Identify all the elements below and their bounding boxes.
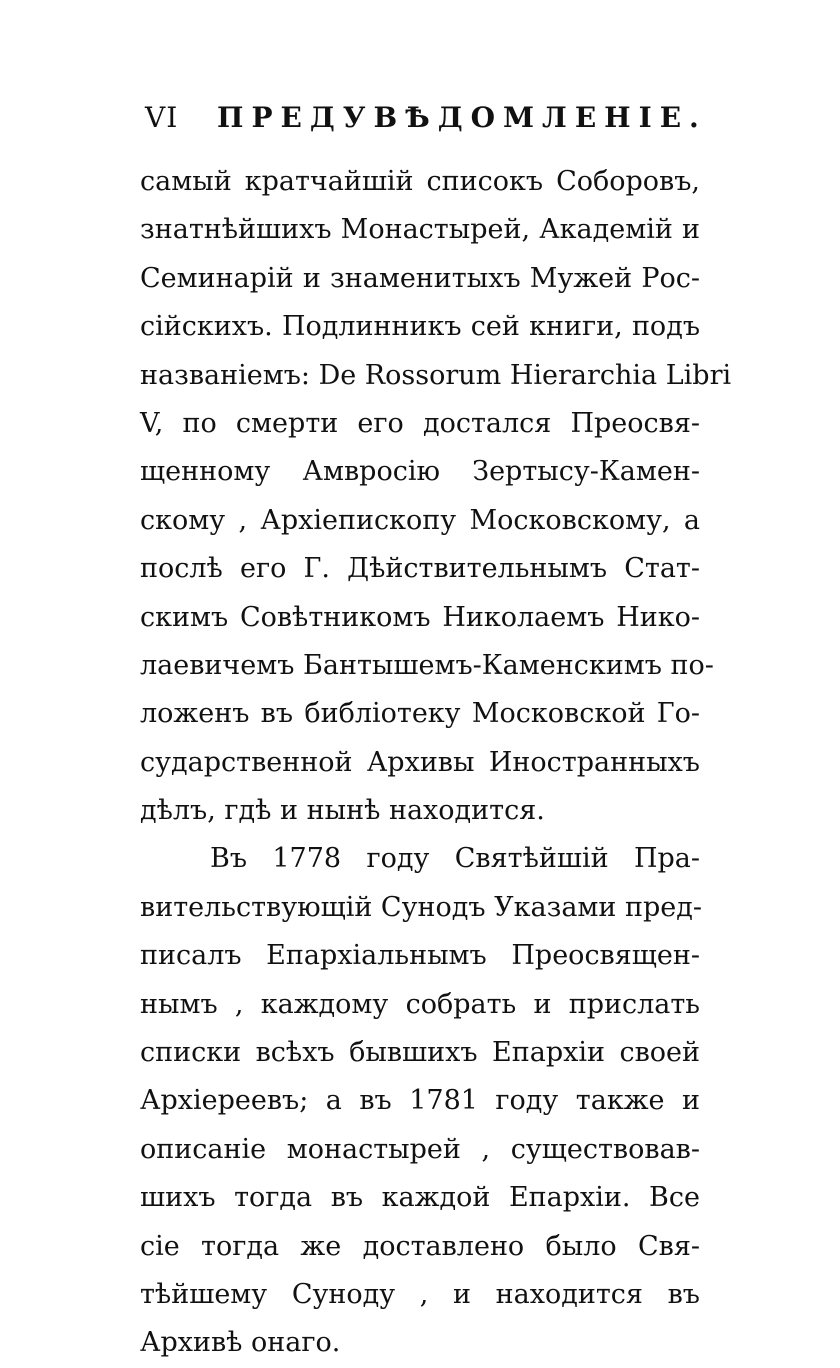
text-line: самый кратчайшiй списокъ Соборовъ,: [140, 166, 700, 197]
text-line: вительствующiй Сунодъ Указами пред-: [140, 891, 703, 923]
text-line: послѣ его Г. Дѣйствительнымъ Стат-: [140, 553, 700, 585]
text-line: скому , Архiепископу Московскому, а: [140, 504, 700, 536]
text-line: Архiереевъ; а въ 1781 году также и: [140, 1085, 700, 1117]
body-text: [140, 158, 732, 1368]
text-line: Семинарiй и знаменитыхъ Мужей Рос-: [140, 262, 700, 294]
text-line: нымъ , каждому собрать и прислать: [140, 988, 700, 1020]
running-head: [145, 96, 705, 140]
paragraph-end-line: дѣлъ, гдѣ и нынѣ находится.: [140, 795, 545, 827]
text-line: названiемъ: De Rossorum Hierarchia Libri: [140, 359, 732, 391]
text-line: щенному Амвросiю Зертысу-Камен-: [140, 456, 700, 488]
text-line: сiйскихъ. Подлинникъ сей книги, подъ: [140, 311, 700, 343]
running-title: ПРЕДУВѢДОМЛЕНIЕ.: [217, 101, 707, 134]
text-line: шихъ тогда въ каждой Епархiи. Все: [140, 1182, 700, 1214]
text-line: тѣйшему Суноду , и находится въ: [140, 1278, 700, 1310]
text-line: V, по смерти его достался Преосвя-: [140, 407, 700, 439]
paragraph-end-line: Архивѣ онаго.: [140, 1327, 341, 1359]
page-number: VI: [145, 101, 179, 134]
text-line: списки всѣхъ бывшихъ Епархiи своей: [140, 1037, 700, 1069]
text-line: ложенъ въ библiотеку Московской Го-: [140, 698, 700, 730]
text-line: писалъ Епархiальнымъ Преосвящен-: [140, 940, 700, 972]
text-line: сiе тогда же доставлено было Свя-: [140, 1230, 700, 1262]
paragraph-start-line: Въ 1778 году Святѣйшiй Пра-: [210, 843, 700, 875]
text-line: скимъ Совѣтникомъ Николаемъ Нико-: [140, 601, 700, 633]
text-line: описанiе монастырей , существовав-: [140, 1133, 700, 1165]
text-line: лаевичемъ Бантышемъ-Каменскимъ по-: [140, 649, 714, 681]
text-line: знатнѣйшихъ Монастырей, Академiй и: [140, 214, 700, 246]
text-line: сударственной Архивы Иностранныхъ: [140, 746, 700, 778]
